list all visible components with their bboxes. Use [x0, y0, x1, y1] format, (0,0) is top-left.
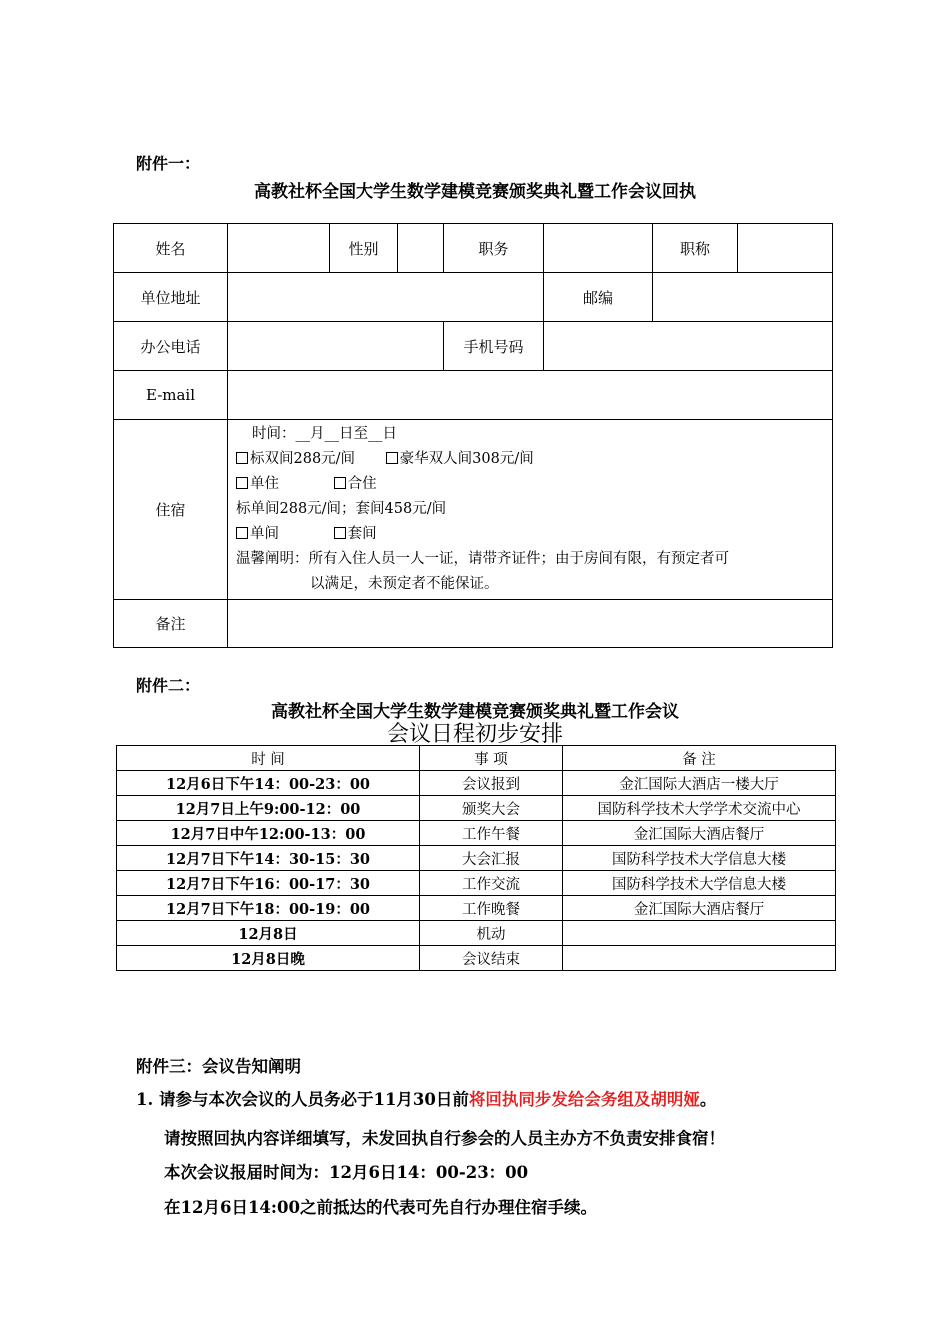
table-row: [117, 821, 836, 846]
row-note: 国防科学技术大学信息大楼: [563, 871, 836, 896]
office-phone-label: 办公电话: [114, 322, 228, 371]
schedule-table: [116, 745, 836, 971]
mobile-field[interactable]: [544, 322, 833, 371]
row-note: [563, 921, 836, 946]
row-note: 金汇国际大酒店餐厅: [563, 821, 836, 846]
row-item: 工作午餐: [420, 821, 563, 846]
checkbox-suite[interactable]: [334, 527, 346, 539]
row-item: 会议报到: [420, 771, 563, 796]
row-note: [563, 946, 836, 971]
table-row: [117, 846, 836, 871]
email-label: E-mail: [114, 371, 228, 420]
address-label: 单位地址: [114, 273, 228, 322]
reply-form: [113, 223, 833, 648]
row-time: 12月7日中午12:00-13：00: [117, 821, 420, 846]
notice-line1: [136, 1086, 716, 1110]
row-time: 12月7日下午16：00-17：30: [117, 871, 420, 896]
notice-line1-prefix: 1. 请参与本次会议的人员务必于11月30日前: [136, 1090, 469, 1109]
notice-line4: 在12月6日14:00之前抵达的代表可先自行办理住宿手续。: [164, 1198, 597, 1217]
attachment1-title: 高教社杯全国大学生数学建模竞赛颁奖典礼暨工作会议回执: [254, 182, 696, 202]
standard-double-label: 标双间288元/间: [250, 451, 356, 467]
lodging-time[interactable]: 时间：__月__日至__日: [252, 426, 397, 442]
row-note: 金汇国际大酒店餐厅: [563, 896, 836, 921]
address-field[interactable]: [228, 273, 544, 322]
row-note: 国防科学技术大学信息大楼: [563, 846, 836, 871]
shared-label: 合住: [347, 476, 377, 492]
table-row: [117, 796, 836, 821]
row-time: 12月6日下午14：00-23：00: [117, 771, 420, 796]
schedule-subtitle: 会议日程初步安排: [386, 722, 563, 747]
lodging-notice-line2: 以满足，未预定者不能保证。: [310, 576, 499, 592]
lodging-label: 住宿: [114, 420, 228, 600]
lodging-options: [228, 420, 833, 600]
row-note: 国防科学技术大学学术交流中心: [563, 796, 836, 821]
row-time: 12月8日: [117, 921, 420, 946]
single-room-label: 单间: [250, 526, 279, 542]
attachment2-label: 附件二：: [136, 676, 201, 695]
name-field[interactable]: [228, 224, 330, 273]
table-row: [117, 946, 836, 971]
table-row: [117, 771, 836, 796]
checkbox-deluxe-double[interactable]: [386, 452, 398, 464]
header-item: 事 项: [420, 746, 563, 771]
remarks-field[interactable]: [228, 600, 833, 648]
checkbox-shared[interactable]: [334, 477, 346, 489]
notice-line1-suffix: 。: [699, 1090, 717, 1109]
remarks-label: 备注: [114, 600, 228, 648]
single-room-prices: 标单间288元/间；套间458元/间: [236, 501, 447, 517]
header-note: 备 注: [563, 746, 836, 771]
title-field[interactable]: [738, 224, 833, 273]
attachment3-label: 附件三：会议告知阐明: [136, 1057, 301, 1076]
postcode-field[interactable]: [653, 273, 833, 322]
attachment1-label: 附件一：: [136, 154, 201, 173]
schedule-header-row: [117, 746, 836, 771]
row-time: 12月7日下午14：30-15：30: [117, 846, 420, 871]
checkbox-single-occupancy[interactable]: [236, 477, 248, 489]
header-time: 时 间: [117, 746, 420, 771]
position-field[interactable]: [544, 224, 653, 273]
row-item: 工作晚餐: [420, 896, 563, 921]
row-note: 金汇国际大酒店一楼大厅: [563, 771, 836, 796]
row-item: 大会汇报: [420, 846, 563, 871]
deluxe-double-label: 豪华双人间308元/间: [399, 451, 534, 467]
lodging-notice-line1: 温馨阐明：所有入住人员一人一证，请带齐证件；由于房间有限，有预定者可: [236, 551, 729, 567]
name-label: 姓名: [114, 224, 228, 273]
notice-line1-highlight: 将回执同步发给会务组及胡明娅: [468, 1090, 700, 1109]
table-row: [117, 871, 836, 896]
checkbox-single-room[interactable]: [236, 527, 248, 539]
table-row: [117, 921, 836, 946]
checkbox-standard-double[interactable]: [236, 452, 248, 464]
row-time: 12月7日下午18：00-19：00: [117, 896, 420, 921]
title-label: 职称: [653, 224, 738, 273]
gender-label: 性别: [330, 224, 398, 273]
attachment2-title: 高教社杯全国大学生数学建模竞赛颁奖典礼暨工作会议: [271, 702, 679, 722]
postcode-label: 邮编: [544, 273, 653, 322]
office-phone-field[interactable]: [228, 322, 444, 371]
row-item: 会议结束: [420, 946, 563, 971]
row-item: 颁奖大会: [420, 796, 563, 821]
row-time: 12月7日上午9:00-12：00: [117, 796, 420, 821]
table-row: [117, 896, 836, 921]
notice-line2: 请按照回执内容详细填写，未发回执自行参会的人员主办方不负责安排食宿！: [164, 1129, 725, 1148]
suite-label: 套间: [347, 526, 377, 542]
gender-field[interactable]: [398, 224, 444, 273]
position-label: 职务: [444, 224, 544, 273]
row-item: 工作交流: [420, 871, 563, 896]
row-item: 机动: [420, 921, 563, 946]
mobile-label: 手机号码: [444, 322, 544, 371]
email-field[interactable]: [228, 371, 833, 420]
row-time: 12月8日晚: [117, 946, 420, 971]
notice-line3: 本次会议报届时间为：12月6日14：00-23：00: [164, 1163, 529, 1182]
single-occupancy-label: 单住: [250, 476, 279, 492]
